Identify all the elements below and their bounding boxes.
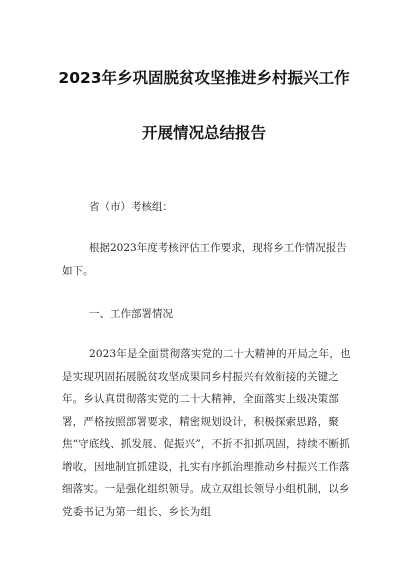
intro-paragraph: 根据2023年度考核评估工作要求，现将乡工作情况报告如下。: [62, 242, 347, 277]
document-title-line2: 开展情况总结报告: [141, 124, 266, 142]
addressee-line: 省（市）考核组：: [89, 201, 173, 213]
section-heading: 一、工作部署情况: [89, 308, 173, 320]
document-title-line1: 2023年乡巩固脱贫攻坚推进乡村振兴工作: [58, 69, 350, 87]
section-body-paragraph: 2023年是全面贯彻落实党的二十大精神的开局之年，也是实现巩固拓展脱贫攻坚成果同乡村振兴有效衔接的关键之年。乡认真贯彻落实党的二十大精神，全面落实上级决策部署，严格按照部署要求，精密规划设计，积极探索思路，聚焦“守底线、抓发展、促振兴”，不折不扣抓巩固，持续不断抓增收，因地制宜抓建设，扎实有序抓治理推动乡村振兴工作落细落实。一是强化组织领导。成立双组长领导小组机制，以乡党委书记为第一组长、乡长为组: [62, 348, 351, 518]
